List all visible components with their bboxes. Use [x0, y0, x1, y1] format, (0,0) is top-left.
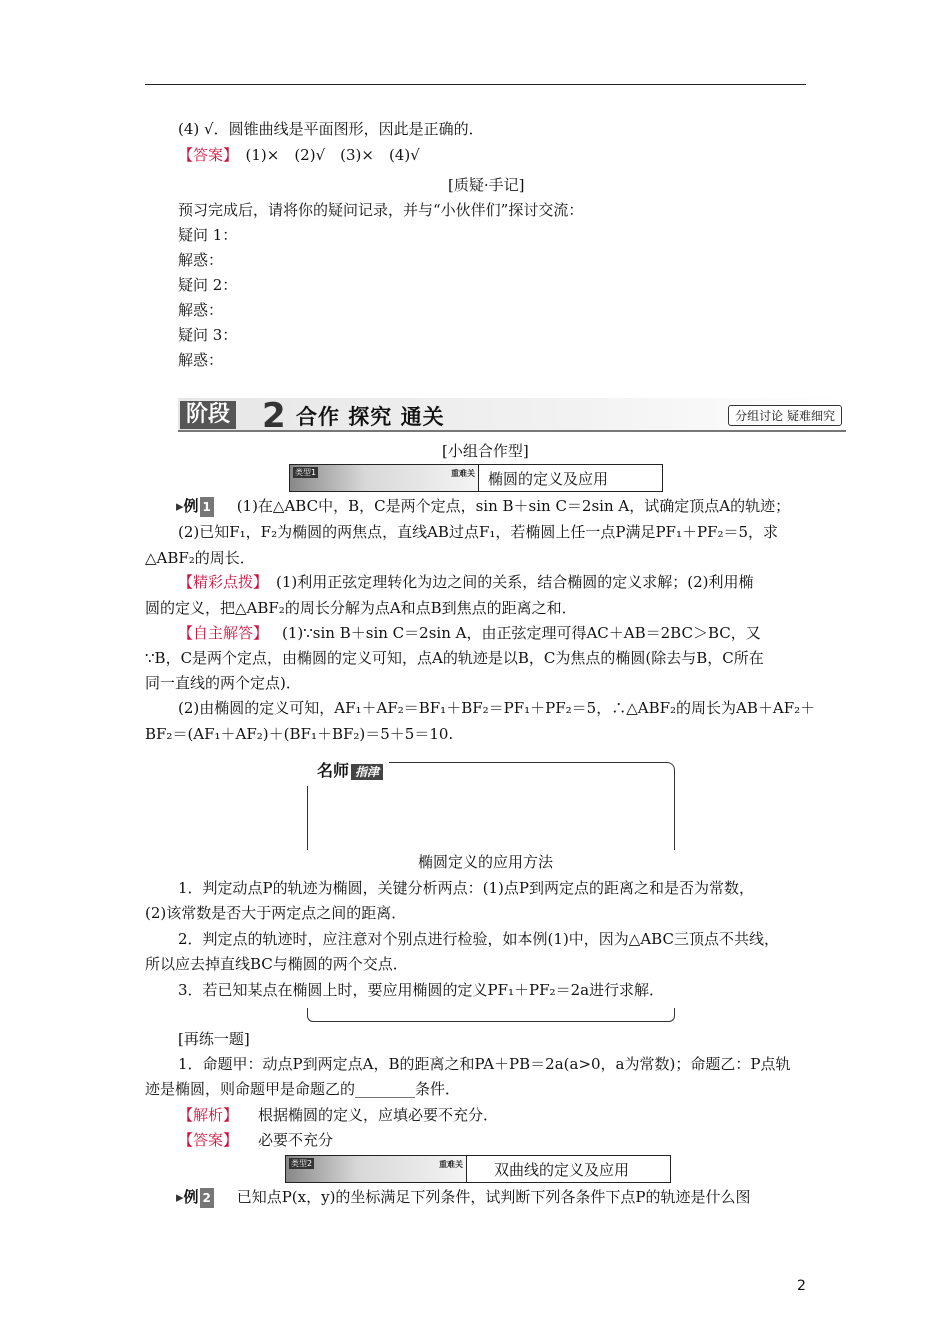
analysis-text: 根据椭圆的定义，应填必要不充分． — [258, 1106, 499, 1124]
example2-tag — [176, 1187, 214, 1208]
solution-line4: (2)由椭圆的定义可知，AF₁＋AF₂＝BF₁＋BF₂＝PF₁＋PF₂＝5，∴△ABF₂的周长为AB＋AF₂＋ — [178, 699, 816, 717]
practice-answer-text: 必要不充分 — [258, 1131, 334, 1149]
example1-line1 — [176, 496, 790, 517]
notes-item: 解惑： — [178, 251, 224, 269]
notes-item: 解惑： — [178, 301, 224, 319]
teacher-p3: 3．若已知某点在椭圆上时，要应用椭圆的定义PF₁＋PF₂＝2a进行求解． — [178, 981, 665, 999]
item-4-text: (4) √．圆锥曲线是平面图形，因此是正确的． — [178, 120, 484, 138]
solution-line5: BF₂＝(AF₁＋AF₂)＋(BF₁＋BF₂)＝5＋5＝10. — [145, 725, 454, 743]
banner-number: 2 — [262, 396, 286, 436]
hint-label: 【精彩点拨】 — [178, 573, 269, 591]
teacher-header-label: 名师 — [317, 761, 350, 780]
hint-line2: 圆的定义，把△ABF₂的周长分解为点A和点B到焦点的距离之和． — [145, 599, 577, 617]
notes-heading: [质疑·手记] — [448, 176, 525, 194]
banner-tag: 分组讨论 疑难细究 — [728, 405, 842, 426]
type2-title: 双曲线的定义及应用 — [494, 1161, 630, 1179]
example1-label: 例 — [183, 497, 199, 515]
arrow-icon: ▸ — [176, 497, 184, 515]
type1-tag: 类型1 — [295, 468, 317, 477]
example2-text1: 已知点P(x，y)的坐标满足下列条件，试判断下列各条件下点P的轨迹是什么图 — [236, 1188, 751, 1206]
type1-tag2: 重难关 — [451, 469, 475, 478]
teacher-p1a: 1．判定动点P的轨迹为椭圆，关键分析两点：(1)点P到两定点的距离之和是否为常数， — [178, 879, 754, 897]
teacher-p1b: (2)该常数是否大于两定点之间的距离． — [145, 904, 407, 922]
example1-line2: (2)已知F₁，F₂为椭圆的两焦点，直线AB过点F₁，若椭圆上任一点P满足PF₁＋PF₂＝5，求 — [178, 523, 779, 541]
practice-answer-line — [178, 1130, 333, 1150]
hint-line1 — [178, 572, 754, 592]
example1-text1: (1)在△ABC中，B，C是两个定点，sin B＋sin C＝2sin A，试确定顶点A的轨迹； — [236, 497, 791, 515]
teacher-p2a: 2．判定点的轨迹时，应注意对个别点进行检验，如本例(1)中，因为△ABC三顶点不共线， — [178, 930, 779, 948]
example1-line3: △ABF₂的周长． — [145, 549, 255, 567]
box-frame-top — [389, 762, 675, 787]
teacher-p2b: 所以应去掉直线BC与椭圆的两个交点． — [145, 955, 408, 973]
solution-line3: 同一直线的两个定点)． — [145, 674, 301, 692]
practice-heading: [再练一题] — [178, 1030, 250, 1048]
example2-label: 例 — [183, 1188, 199, 1206]
notes-item: 疑问 2： — [178, 276, 238, 294]
solution-label: 【自主解答】 — [178, 624, 269, 642]
notes-item: 解惑： — [178, 351, 224, 369]
teacher-badge: 指津 — [351, 764, 383, 780]
example2-num: 2 — [200, 1188, 214, 1208]
notes-item: 疑问 3： — [178, 326, 238, 344]
notes-intro: 预习完成后，请将你的疑问记录，并与“小伙伴们”探讨交流： — [178, 201, 584, 219]
stage-banner — [178, 396, 846, 436]
header-rule — [145, 84, 806, 85]
type2-tag2: 重难关 — [439, 1160, 463, 1169]
example1-num: 1 — [200, 497, 214, 517]
type1-title: 椭圆的定义及应用 — [488, 470, 609, 488]
box-frame-left — [307, 786, 308, 850]
type2-label-band — [286, 1156, 467, 1182]
notes-item: 疑问 1： — [178, 226, 238, 244]
example2-line1 — [176, 1187, 751, 1208]
solution-line1 — [178, 623, 761, 643]
answer-label: 【答案】 — [178, 146, 231, 164]
box-frame-right — [674, 786, 675, 850]
practice-answer-label: 【答案】 — [178, 1131, 239, 1149]
practice-q1b: 迹是椭圆，则命题甲是命题乙的________条件． — [145, 1080, 461, 1098]
teacher-header — [317, 758, 383, 781]
answer-line — [178, 145, 420, 165]
teacher-title: 椭圆定义的应用方法 — [418, 853, 554, 871]
box-frame-bottom — [307, 1008, 675, 1022]
type1-label-band — [290, 465, 479, 491]
type2-tag: 类型2 — [291, 1159, 313, 1168]
banner-title: 合作 探究 通关 — [296, 405, 445, 429]
section-heading: [小组合作型] — [442, 442, 529, 460]
banner-stage: 阶段 — [180, 401, 236, 429]
type1-box — [289, 464, 663, 492]
example1-tag — [176, 496, 214, 517]
type2-box — [285, 1155, 671, 1183]
arrow-icon: ▸ — [176, 1188, 184, 1206]
page-number: 2 — [797, 1278, 806, 1294]
analysis-label: 【解析】 — [178, 1106, 239, 1124]
answer-text: (1)× (2)√ (3)× (4)√ — [230, 146, 420, 164]
practice-q1a: 1．命题甲：动点P到两定点A，B的距离之和PA＋PB＝2a(a>0，a为常数)；命题乙：P点轨 — [178, 1055, 791, 1073]
hint-text1: (1)利用正弦定理转化为边之间的关系，结合椭圆的定义求解；(2)利用椭 — [276, 573, 754, 591]
solution-line2: ∵B，C是两个定点，由椭圆的定义可知，点A的轨迹是以B，C为焦点的椭圆(除去与B，C所在 — [145, 649, 764, 667]
solution-text1: (1)∵sin B＋sin C＝2sin A，由正弦定理可得AC＋AB＝2BC＞BC，又 — [282, 624, 761, 642]
analysis-line — [178, 1105, 498, 1125]
